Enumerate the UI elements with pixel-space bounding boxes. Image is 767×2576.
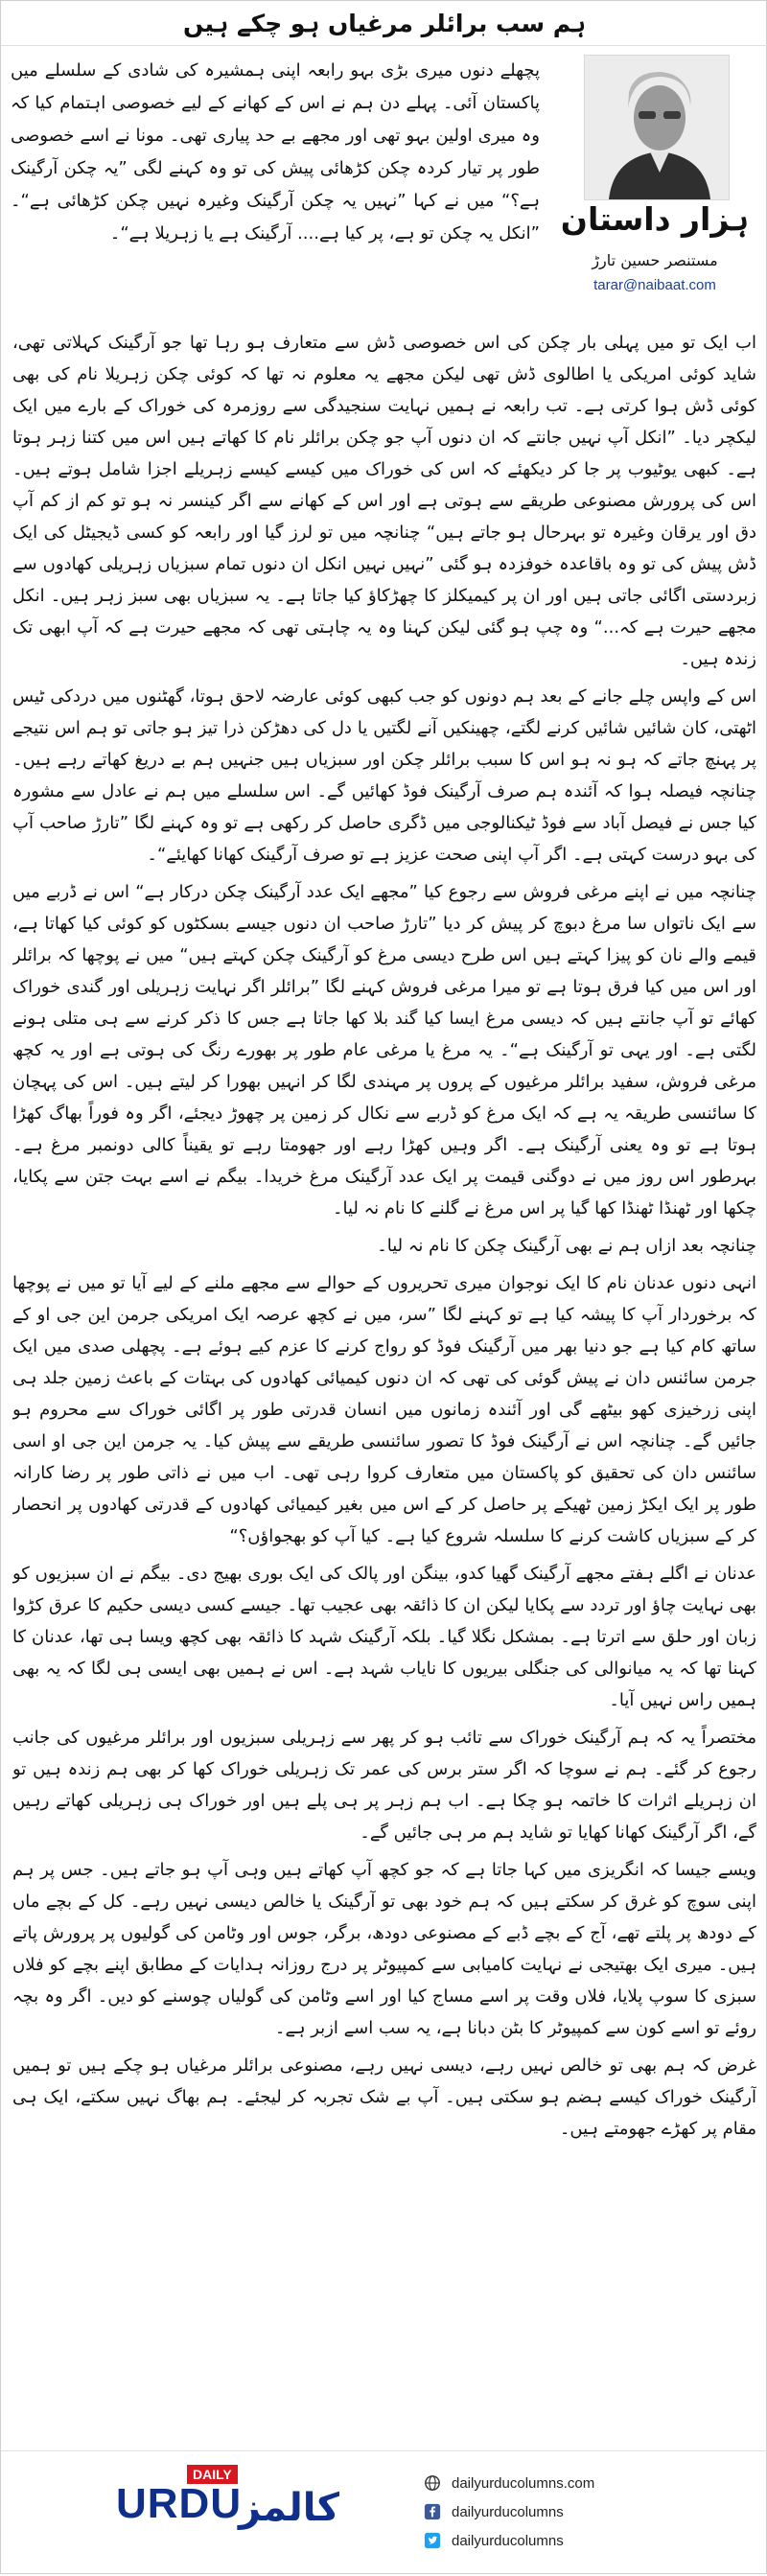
social-links (423, 2469, 749, 2555)
logo-daily-badge: DAILY (187, 2465, 238, 2484)
body-paragraph: چنانچہ بعد ازاں ہم نے بھی آرگینک چکن کا نام نہ لیا۔ (377, 1236, 756, 1256)
social-link-text: dailyurducolumns.com (452, 2474, 595, 2492)
intro-paragraph: پچھلے دنوں میری بڑی بہو رابعہ اپنی ہمشیرہ کی شادی کے سلسلے میں پاکستان آئی۔ پہلے دن ہم نے اس کے کھانے کے لیے خصوصی اہتمام کیا کہ وہ میری اولین بہو تھی اور مجھے بے حد پیاری تھی۔ مونا نے اسے خصوصی طور پر تیار کردہ چکن کڑھائی پیش کی تو وہ کہنے لگی ”یہ چکن آرگینک ہے؟“ میں نے کہا ”نہیں یہ چکن آرگینک وغیرہ نہیں چکن کڑھائی ہے“۔ ”انکل یہ چکن تو ہے، پر کیا ہے.... آرگینک ہے یا زہریلا ہے“۔ (11, 60, 540, 244)
body-paragraph: چنانچہ میں نے اپنے مرغی فروش سے رجوع کیا ”مجھے ایک عدد آرگینک چکن درکار ہے“ اس نے ڈربے میں سے ایک ناتواں سا مرغ دبوچ کر پیش کر دیا ”تارڑ صاحب ان دنوں جیسے بسکٹوں کو کوئی کیا کھاتا ہے، قیمے والے نان کو پیزا کہتے ہیں اس طرح دیسی مرغ کو آرگینک چکن کہتے ہیں“ میں نے پوچھا کہ برائلر اور اس میں کیا فرق ہوتا ہے تو میرا مرغی فروش کہنے لگا ”برائلر اگر نہایت زہریلی اور گندی خوراک کھائے تو آپ جانتے ہیں کہ دیسی مرغ ایسا کیا گند بلا کھا جاتا ہے جس کا ذکر کرنے سے ہی متلی ہونے لگتی ہے۔ اور یہی تو آرگینک ہے“۔ یہ مرغ یا مرغی عام طور پر بھورے رنگ کی ہوتی ہے اور یہ کچھ مرغی فروش، سفید برائلر مرغیوں کے پروں پر مہندی لگا کر انہیں بھورا کر لیتے ہیں۔ اس کی پہچان کا سائنسی طریقہ یہ ہے کہ ایک مرغ کو ڈربے سے نکال کر زمین پر چھوڑ دیجئے، اگر وہ فوراً بھاگ کھڑا ہوتا ہے تو وہ یعنی آرگینک ہے۔ اگر وہیں کھڑا رہے اور جھومتا رہے تو یقیناً کالی دونمبر مرغ ہے۔ بہرطور اس روز میں نے دوگنی قیمت پر ایک عدد آرگینک مرغ خریدا۔ بیگم نے اسے بہت جتن سے پکایا، چکھا اور ٹھنڈا ٹھنڈا کھا گیا پر اس مرغ نے گلنے کا نام نہ لیا۔ (12, 882, 756, 1218)
article-body (12, 327, 756, 2446)
article-headline: ہم سب برائلر مرغیاں ہو چکے ہیں (1, 1, 767, 46)
globe-icon (423, 2473, 442, 2493)
social-link-website[interactable] (423, 2469, 749, 2497)
logo-urdu-text: URDU (116, 2480, 243, 2527)
page-footer (1, 2450, 767, 2576)
body-paragraph: اس کے واپس چلے جانے کے بعد ہم دونوں کو جب کبھی کوئی عارضہ لاحق ہوتا، گھٹنوں میں دردکی ٹیس اٹھتی، کان شائیں شائیں کرنے لگتے، چھینکیں آنے لگتیں یا دل کی دھڑکن ذرا تیز ہو جاتی تو ہم اس نتیجے پر پہنچ جاتے کہ ہو نہ ہو اس کا سبب برائلر چکن اور سبزیاں ہیں جنہیں ہم بے دریغ کھاتے رہے ہیں۔ چنانچہ فیصلہ ہوا کہ آئندہ ہم صرف آرگینک فوڈ کھائیں گے۔ اس سلسلے میں ہم نے عادل سے مشورہ کیا جس نے فیصل آباد سے فوڈ ٹیکنالوجی میں ڈگری حاصل کر رکھی ہے تو وہ کہنے لگا ”تارڑ صاحب آپ کی بہو درست کہتی ہے۔ اگر آپ اپنی صحت عزیز ہے تو صرف آرگینک کھانا کھایئے“۔ (12, 686, 756, 865)
author-name: مستنصر حسین تارڑ (592, 251, 718, 269)
brand-logo (116, 2465, 384, 2557)
body-paragraph: ویسے جیسا کہ انگریزی میں کہا جاتا ہے کہ جو کچھ آپ کھاتے ہیں وہی آپ ہو جاتے ہیں۔ جس پر ہم اپنی سوچ کو غرق کر سکتے ہیں کہ ہم خود بھی تو آرگینک یا خالص دیسی نہیں رہے۔ کل کے بچے ماں کے دودھ پر پلتے تھے، آج کے بچے ڈبے کے مصنوعی دودھ، برگر، جوس اور وٹامن کی گولیوں پر پرورش پاتے ہیں۔ میری ایک بھتیجی نے نہایت کامیابی سے کمپیوٹر پر درج روزانہ ہدایات کے مطابق اپنے بچے کو فلاں سبزی کا سوپ پلایا، فلاں وقت پر اسے مساج کیا اور اسے وٹامن کی گولیاں چوسنے کو دیں۔ اگر وہ بچہ روئے تو اسے کون سے کمپیوٹر کا بٹن دبانا ہے، یہ سب اسے ازبر ہے۔ (12, 1860, 756, 2038)
body-paragraph: عدنان نے اگلے ہفتے مجھے آرگینک گھیا کدو، بینگن اور پالک کی ایک بوری بھیج دی۔ بیگم نے ان سبزیوں کو بھی نہایت چاؤ اور تردد سے پکایا لیکن ان کا ذائقہ بھی عجیب تھا۔ جیسے کسی دیسی حکیم کا عرق کڑوا زبان اور حلق سے اترتا ہے۔ بمشکل نگلا گیا۔ بلکہ آرگینک شہد کا ذائقہ بھی کچھ ویسا ہی تھا، عدنان کا کہنا تھا کہ یہ میانوالی کی جنگلی بیریوں کا نایاب شہد ہے۔ اس نے ہمیں بھی ایسی ہی لگا کہ یہ بھی ہمیں راس نہیں آیا۔ (12, 1564, 756, 1710)
facebook-icon (423, 2502, 442, 2521)
column-name: ہزار داستان (560, 200, 750, 238)
social-link-twitter[interactable] (423, 2526, 749, 2555)
social-link-text: dailyurducolumns (452, 2532, 564, 2549)
body-paragraph: انہی دنوں عدنان نام کا ایک نوجوان میری تحریروں کے حوالے سے مجھے ملنے کے لیے آیا تو میں نے پوچھا کہ برخوردار آپ کا پیشہ کیا ہے تو کہنے لگا ”سر، میں نے کچھ عرصہ ایک امریکی جرمن این جی او کے ساتھ کام کیا ہے جو دنیا بھر میں آرگینک فوڈ کو رواج کرنے کا عزم کیے ہوئے ہے۔ پچھلی صدی میں ایک جرمن سائنس دان نے پیش گوئی کی تھی کہ ان دنوں کیمیائی کھادوں کی بہتات کے باعث زمین جلد ہی اپنی زرخیزی کھو بیٹھے گی اور آئندہ زمانوں میں انسان قدرتی طور پر اگائی خوراک سے محروم ہو جائیں گے۔ چنانچہ اس نے آرگینک فوڈ کا تصور سائنسی طریقے سے پیش کیا۔ یہ جرمن این جی او اسی سائنس دان کی تحقیق کو پاکستان میں متعارف کروا رہی تھی۔ اب میں نے ذاتی طور پر رضا کارانہ طور پر ایک ایکڑ زمین ٹھیکے پر حاصل کر کے اس میں بغیر کیمیائی کھادوں کے قدرتی کھادوں پر انحصار کر کے سبزیاں کاشت کرنے کا سلسلہ شروع کیا ہے۔ کیا آپ کو بھجواؤں؟“ (12, 1273, 756, 1546)
logo-columns-text: کالمز (239, 2486, 339, 2530)
body-paragraph: مختصراً یہ کہ ہم آرگینک خوراک سے تائب ہو کر پھر سے زہریلی سبزیوں اور برائلر مرغیوں کی جانب رجوع کر گئے۔ ہم نے سوچا کہ اگر ستر برس کی عمر تک زہریلی خوراک کھا کر بھی ہم زندہ ہیں تو ان زہریلے اثرات کا خاتمہ ہو چکا ہے۔ اب ہم زہر پر ہی پلے ہیں اور خوراک ہی زہریلی کھاتے رہیں گے، اگر آرگینک کھانا کھایا تو شاید ہم مر ہی جائیں گے۔ (12, 1728, 756, 1843)
twitter-icon (423, 2531, 442, 2550)
body-paragraph: اب ایک تو میں پہلی بار چکن کی اس خصوصی ڈش سے متعارف ہو رہا تھا جو آرگینک کہلاتی تھی، شاید کوئی امریکی یا اطالوی ڈش تھی لیکن مجھے یہ معلوم نہ تھا کہ کوئی چکن زہریلا نام کی بھی کوئی ڈش ہوا کرتی ہے۔ تب رابعہ نے ہمیں نہایت سنجیدگی سے روزمرہ کی خوراک کے بارے میں ایک لیکچر دیا۔ ”انکل آپ نہیں جانتے کہ ان دنوں آپ جو چکن برائلر نام کا کھاتے ہیں اس میں کتنا زہر ہوتا ہے۔ کبھی یوٹیوب پر جا کر دیکھئے کہ اس کی خوراک میں کیسے کیسے زہریلے اجزا شامل ہوتے ہیں۔ اس کی پرورش مصنوعی طریقے سے ہوتی ہے اور اس کے کھانے سے اگر کینسر نہ ہو تو کم از کم آپ دق اور یرقان وغیرہ تو بہرحال ہو جاتے ہیں“ چنانچہ میں تو لرز گیا اور رابعہ کو کسی ڈیجیٹل کی ایک ڈش پیش کی تو وہ باقاعدہ خوفزدہ ہو گئی ”نہیں نہیں انکل ان دنوں تمام سبزیاں زہریلی کھادوں سے زبردستی اگائی جاتی ہیں اور ان پر کیمیکلز کا چھڑکاؤ کیا جاتا ہے۔ یہ سبزیاں بھی سبز زہر ہیں۔ انکل مجھے حیرت ہے کہ...“ وہ چپ ہو گئی لیکن کہنا وہ یہ چاہتی تھی کہ مجھے حیرت ہے کہ آپ ابھی تک زندہ ہیں۔ (12, 333, 756, 669)
author-portrait (584, 55, 730, 200)
social-link-facebook[interactable] (423, 2497, 749, 2526)
body-paragraph: غرض کہ ہم بھی تو خالص نہیں رہے، دیسی نہیں رہے، مصنوعی برائلر مرغیاں ہو چکے ہیں تو ہمیں آرگینک خوراک کیسے ہضم ہو سکتی ہیں۔ آپ بے شک تجربہ کر لیجئے۔ ہم بھاگ نہیں سکتے، ایک ہی مقام پر کھڑے جھومتے ہیں۔ (12, 2055, 756, 2139)
social-link-text: dailyurducolumns (452, 2503, 564, 2520)
author-byline (549, 55, 760, 306)
author-email[interactable]: tarar@naibaat.com (593, 277, 716, 293)
